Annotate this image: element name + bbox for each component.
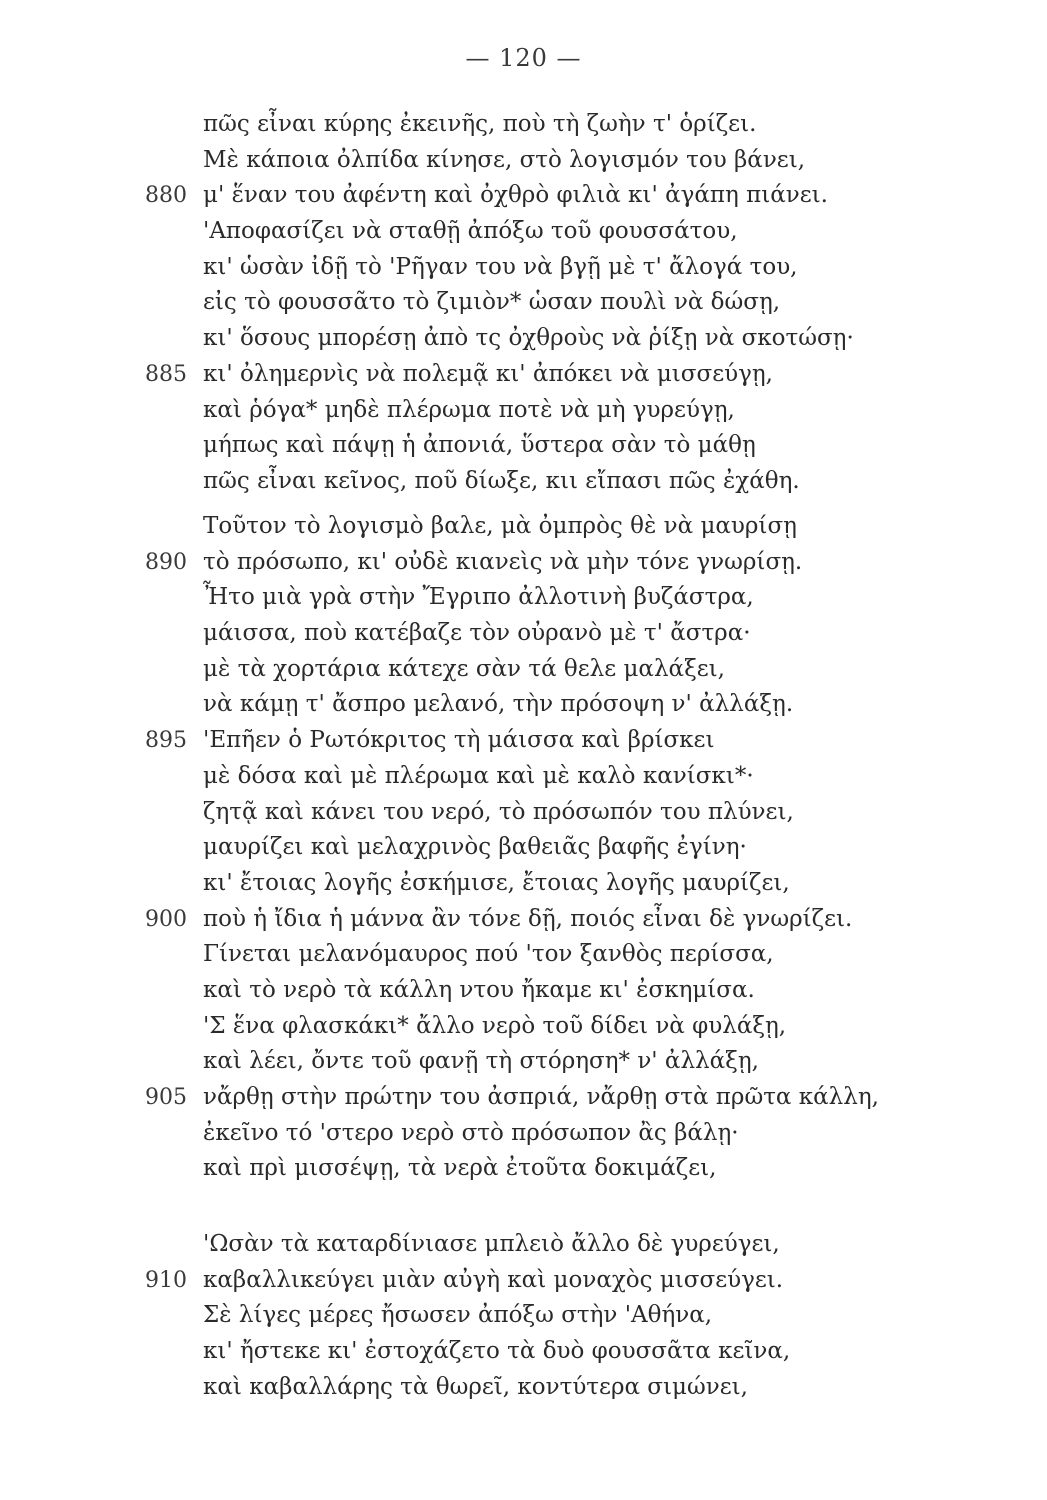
verse-text: καὶ τὸ νερὸ τὰ κάλλη ντου ἤκαμε κι' ἐσκημίσα. [203, 976, 755, 1003]
verse-line [0, 178, 1047, 214]
verse-text: πῶς εἶναι κεῖνος, ποῦ δίωξε, κιι εἴπασι πῶς ἐχάθη. [203, 467, 800, 494]
verse-line [0, 107, 1047, 143]
verse-line [0, 393, 1047, 429]
verse-line [0, 1263, 1047, 1299]
line-number: 890 [145, 549, 187, 575]
verse-line [0, 1227, 1047, 1263]
verse-text: κι' ὀλημερνὶς νὰ πολεμᾷ κι' ἀπόκει νὰ μισσεύγῃ, [203, 360, 773, 387]
verse-text: μὲ τὰ χορτάρια κάτεχε σὰν τά θελε μαλάξει, [203, 655, 725, 682]
verse-text: Γίνεται μελανόμαυρος πού 'τον ξανθὸς περίσσα, [203, 941, 774, 968]
line-number: 880 [145, 183, 187, 209]
verse-line [0, 250, 1047, 286]
verse-line [0, 866, 1047, 902]
verse-text: καὶ πρὶ μισσέψῃ, τὰ νερὰ ἐτοῦτα δοκιμάζει, [203, 1155, 717, 1182]
page-number: — 120 — [465, 44, 582, 72]
stanza [0, 1227, 1047, 1405]
line-number: 900 [145, 906, 187, 932]
verse-text: Σὲ λίγες μέρες ἤσωσεν ἀπόξω στὴν 'Αθήνα, [203, 1302, 713, 1329]
verse-text: 'Επῆεν ὁ Ρωτόκριτος τὴ μάισσα καὶ βρίσκει [203, 727, 715, 754]
verse-line [0, 759, 1047, 795]
verse-line [0, 723, 1047, 759]
verse-text: μάισσα, ποὺ κατέβαζε τὸν οὐρανὸ μὲ τ' ἄστρα· [203, 620, 751, 647]
verse-text: ποὺ ἡ ἴδια ἡ μάννα ἂν τόνε δῇ, ποιός εἶναι δὲ γνωρίζει. [203, 905, 853, 932]
verse-text: καὶ καβαλλάρης τὰ θωρεῖ, κοντύτερα σιμώνει, [203, 1373, 748, 1400]
verse-line [0, 687, 1047, 723]
verse-text: τὸ πρόσωπο, κι' οὐδὲ κιανεὶς νὰ μὴν τόνε γνωρίσῃ. [203, 548, 803, 575]
verse-text: Ἦτο μιὰ γρὰ στὴν Ἔγριπο ἀλλοτινὴ βυζάστρα, [203, 584, 754, 611]
verse-line [0, 464, 1047, 500]
line-number: 885 [145, 361, 187, 387]
verse-text: μαυρίζει καὶ μελαχρινὸς βαθειᾶς βαφῆς ἐγίνη· [203, 834, 747, 861]
verse-text: κι' ὅσους μπορέσῃ ἀπὸ τς ὀχθροὺς νὰ ῥίξῃ νὰ σκοτώσῃ· [203, 325, 854, 352]
verse-line [0, 830, 1047, 866]
verse-text: νὰ κάμῃ τ' ἄσπρο μελανό, τὴν πρόσοψη ν' ἀλλάξῃ. [203, 691, 794, 718]
verse-text: νἄρθῃ στὴν πρώτην του ἀσπριά, νἄρθῃ στὰ πρῶτα κάλλη, [203, 1084, 879, 1110]
verse-line [0, 1298, 1047, 1334]
verse-text: καβαλλικεύγει μιὰν αὐγὴ καὶ μοναχὸς μισσεύγει. [203, 1266, 784, 1293]
line-number: 895 [145, 728, 187, 754]
verse-line [0, 1116, 1047, 1152]
verse-text: ἐκεῖνο τό 'στερο νερὸ στὸ πρόσωπον ἂς βάλῃ· [203, 1119, 739, 1146]
verse-line [0, 795, 1047, 831]
verse-line [0, 214, 1047, 250]
line-number: 910 [145, 1267, 187, 1293]
verse-text: 'Αποφασίζει νὰ σταθῇ ἀπόξω τοῦ φουσσάτου, [203, 218, 738, 245]
verse-line [0, 652, 1047, 688]
verse-line [0, 1334, 1047, 1370]
verse-text: κι' ὡσὰν ἰδῇ τὸ 'Ρῆγαν του νὰ βγῇ μὲ τ' ἄλογά του, [203, 253, 798, 280]
verse-text: εἰς τὸ φουσσᾶτο τὸ ζιμιὸν* ὡσαν πουλὶ νὰ δώσῃ, [203, 289, 781, 316]
verse-text: πῶς εἶναι κύρης ἐκεινῆς, ποὺ τὴ ζωὴν τ' ὁρίζει. [203, 111, 757, 137]
verse-line [0, 1080, 1047, 1116]
verse-line [0, 509, 1047, 545]
verse-line [0, 1370, 1047, 1406]
line-number: 905 [145, 1085, 187, 1110]
verse-line [0, 321, 1047, 357]
verse-text: 'Σ ἕνα φλασκάκι* ἄλλο νερὸ τοῦ δίδει νὰ φυλάξῃ, [203, 1012, 787, 1039]
verse-text: μ' ἕναν του ἀφέντη καὶ ὀχθρὸ φιλιὰ κι' ἀγάπη πιάνει. [203, 182, 828, 209]
verse-text: μήπως καὶ πάψῃ ἡ ἀπονιά, ὕστερα σὰν τὸ μάθῃ [203, 432, 756, 459]
verse-line [0, 616, 1047, 652]
verse-line [0, 428, 1047, 464]
stanza [0, 509, 1047, 1187]
verse-text: καὶ ῥόγα* μηδὲ πλέρωμα ποτὲ νὰ μὴ γυρεύγῃ, [203, 396, 735, 423]
verse-line [0, 937, 1047, 973]
verse-text: 'Ωσὰν τὰ καταρδίνιασε μπλειὸ ἄλλο δὲ γυρεύγει, [203, 1231, 780, 1257]
verse-text: ζητᾷ καὶ κάνει του νερό, τὸ πρόσωπόν του πλύνει, [203, 798, 794, 825]
verse-text: Τοῦτον τὸ λογισμὸ βαλε, μὰ ὀμπρὸς θὲ νὰ μαυρίσῃ [203, 513, 797, 539]
stanza [0, 107, 1047, 500]
verse-text: καὶ λέει, ὄντε τοῦ φανῇ τὴ στόρηση* ν' ἀλλάξῃ, [203, 1048, 759, 1075]
verse-line [0, 1009, 1047, 1045]
verse-line [0, 1044, 1047, 1080]
verse-text: Μὲ κάποια ὀλπίδα κίνησε, στὸ λογισμόν του βάνει, [203, 146, 806, 173]
verse-text: μὲ δόσα καὶ μὲ πλέρωμα καὶ μὲ καλὸ κανίσκι*· [203, 762, 754, 789]
verse-line [0, 973, 1047, 1009]
verse-line [0, 580, 1047, 616]
verse-line [0, 285, 1047, 321]
verse-line [0, 357, 1047, 393]
verse-text: κι' ἤστεκε κι' ἐστοχάζετο τὰ δυὸ φουσσᾶτα κεῖνα, [203, 1338, 791, 1365]
verse-line [0, 143, 1047, 179]
verse-line [0, 545, 1047, 581]
verse-text: κι' ἔτοιας λογῆς ἐσκήμισε, ἔτοιας λογῆς μαυρίζει, [203, 869, 790, 896]
verse-line [0, 902, 1047, 938]
verse-line [0, 1151, 1047, 1187]
